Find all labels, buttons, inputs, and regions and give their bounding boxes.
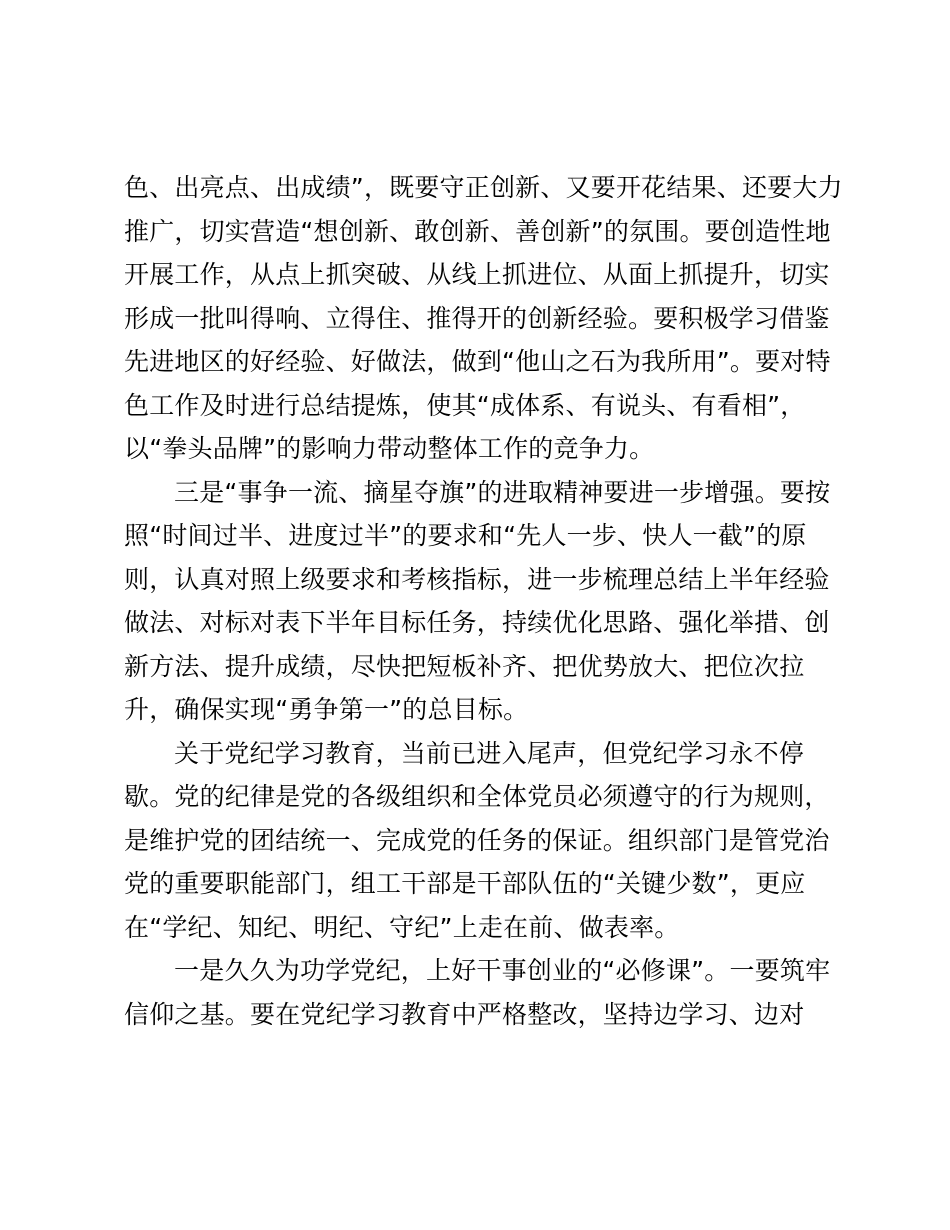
text-line: 是维护党的团结统一、完成党的任务的保证。组织部门是管党治 [124,825,830,855]
text-line: 做法、对标对表下半年目标任务，持续优化思路、强化举措、创 [124,608,830,637]
text-line: 以“拳头品牌”的影响力带动整体工作的竞争力。 [124,434,655,463]
paragraph-first-line: 一是久久为功学党纪，上好干事创业的“必修课”。一要筑牢 [174,956,831,985]
body-text [124,166,844,1036]
text-line: 色工作及时进行总结提炼，使其“成体系、有说头、有看相”， [124,390,806,420]
text-line: 升，确保实现“勇争第一”的总目标。 [124,695,529,724]
paragraph-first-line: 关于党纪学习教育，当前已进入尾声，但党纪学习永不停 [174,738,805,768]
text-line: 党的重要职能部门，组工干部是干部队伍的“关键少数”，更应 [124,869,806,898]
text-line: 开展工作，从点上抓突破、从线上抓进位、从面上抓提升，切实 [124,260,830,289]
text-line: 照“时间过半、进度过半”的要求和“先人一步、快人一截”的原 [124,521,807,550]
text-line: 歇。党的纪律是党的各级组织和全体党员必须遵守的行为规则， [124,782,830,811]
text-line: 推广，切实营造“想创新、敢创新、善创新”的氛围。要创造性地 [124,216,831,246]
text-line: 形成一批叫得响、立得住、推得开的创新经验。要积极学习借鉴 [124,303,830,333]
text-line: 新方法、提升成绩，尽快把短板补齐、把优势放大、把位次拉 [124,651,805,681]
text-line: 信仰之基。要在党纪学习教育中严格整改，坚持边学习、边对 [124,999,805,1029]
paragraph-first-line: 三是“事争一流、摘星夺旗”的进取精神要进一步增强。要按 [174,477,831,507]
text-line: 先进地区的好经验、好做法，做到“他山之石为我所用”。要对特 [124,347,831,376]
text-line: 在“学纪、知纪、明纪、守纪”上走在前、做表率。 [124,912,680,942]
text-line: 色、出亮点、出成绩”，既要守正创新、又要开花结果、还要大力 [124,173,843,202]
text-line: 则，认真对照上级要求和考核指标，进一步梳理总结上半年经验 [124,564,830,594]
